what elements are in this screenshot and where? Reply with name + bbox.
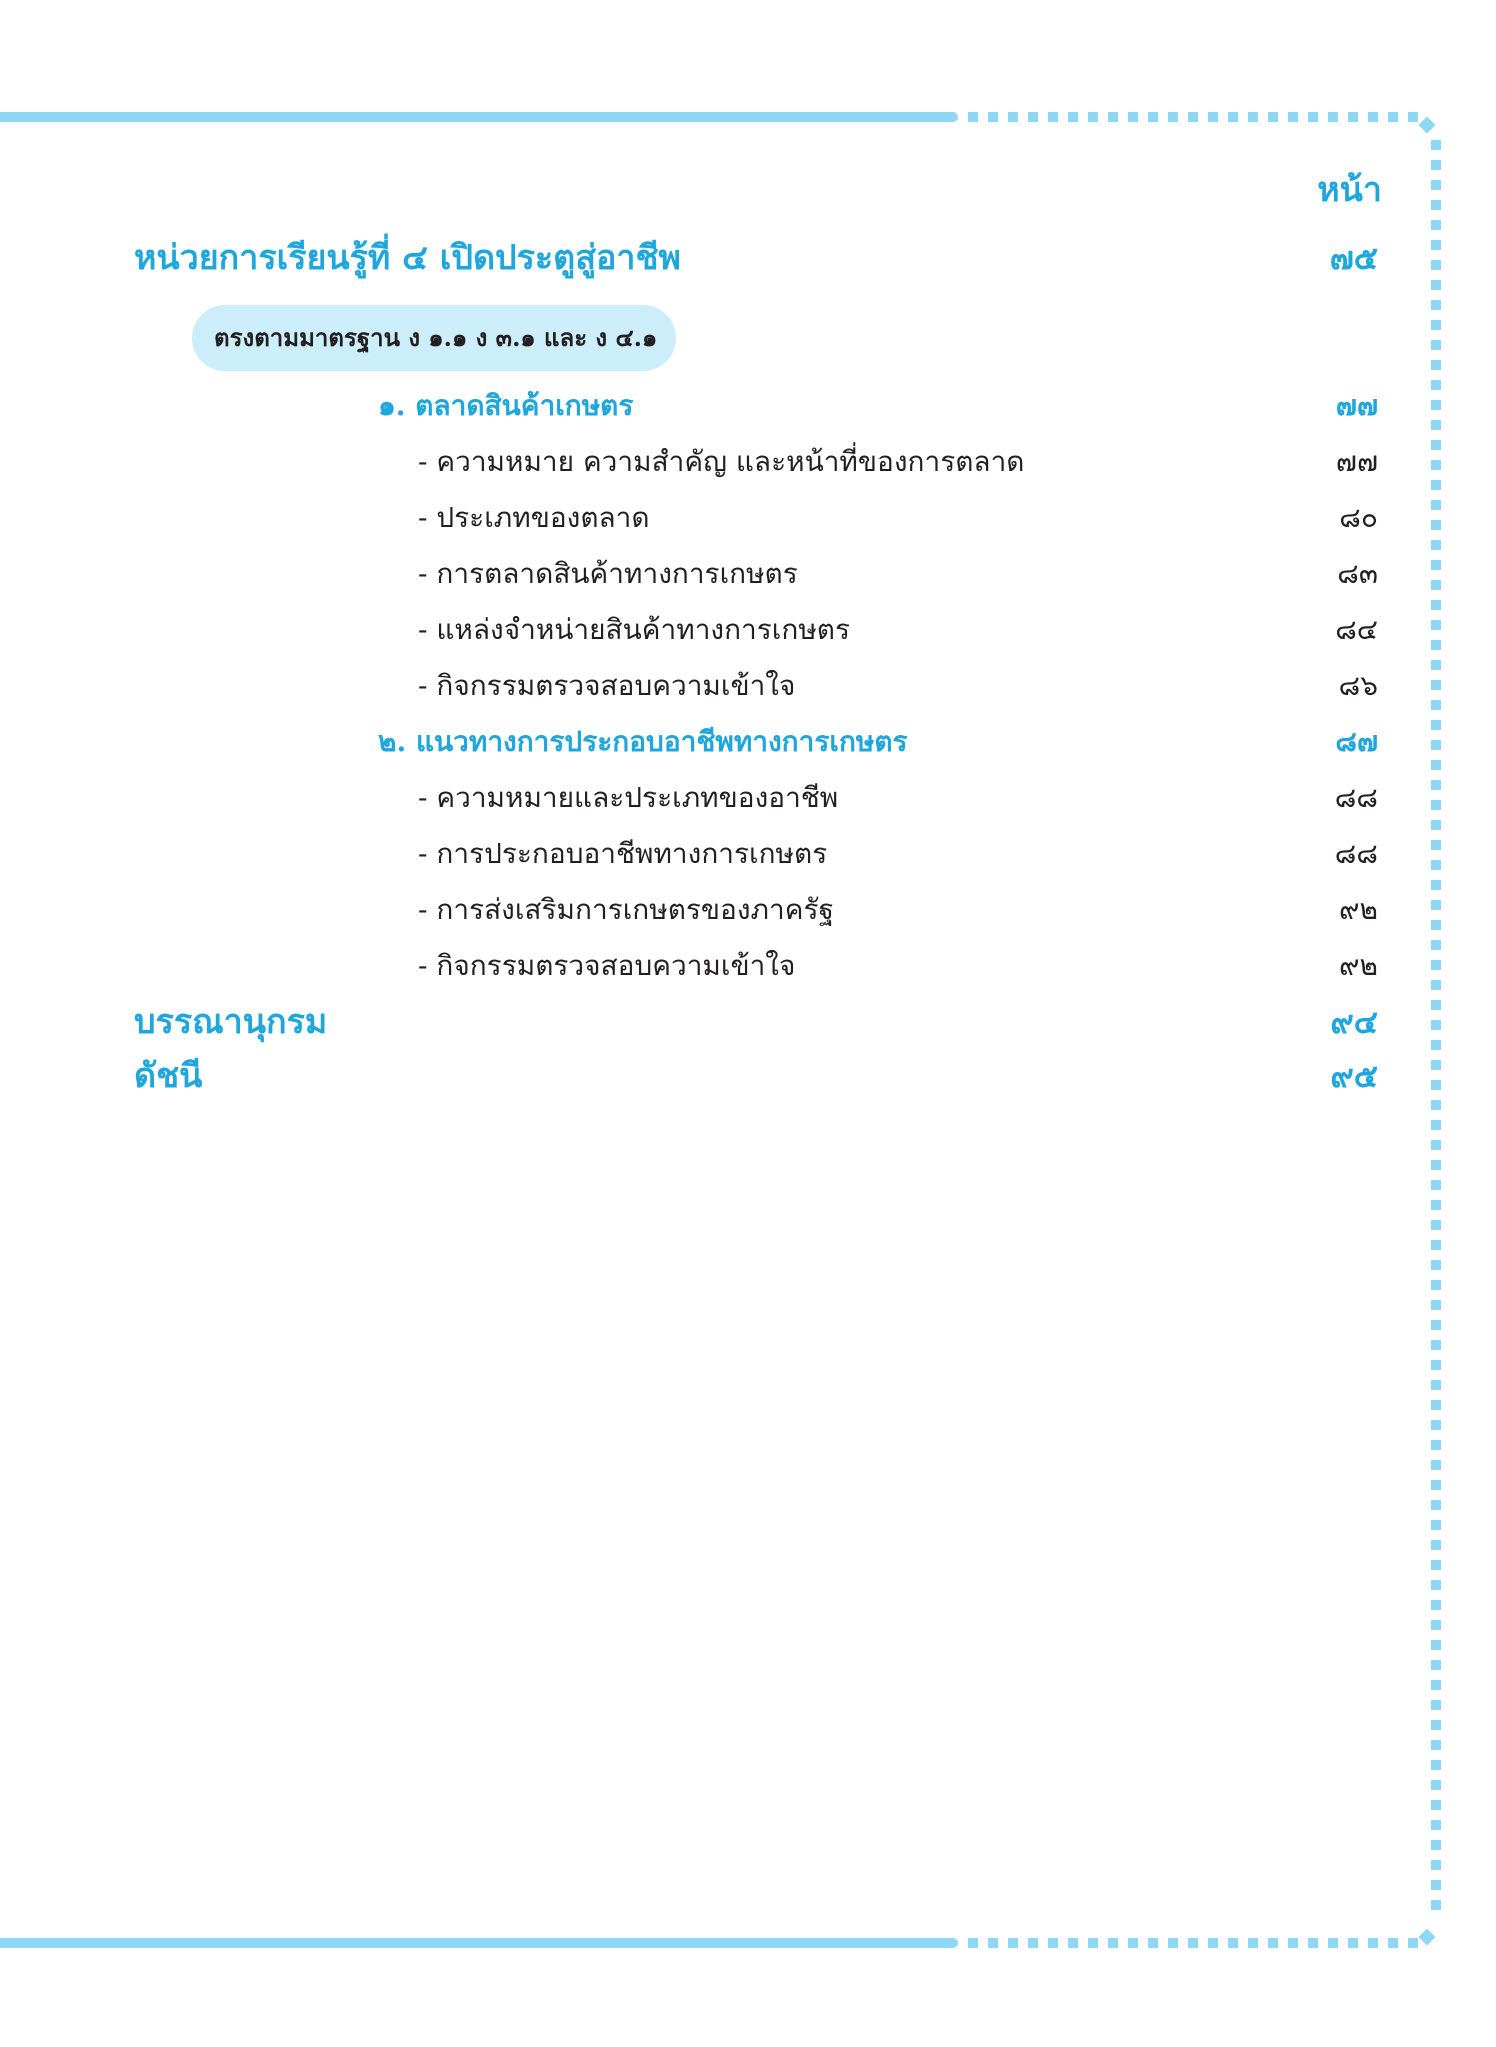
toc-item-row[interactable] xyxy=(0,546,1496,602)
toc-section-page: ๗๗ xyxy=(1335,389,1378,422)
toc-unit-page: ๗๕ xyxy=(1329,239,1378,277)
toc-item-page: ๘๘ xyxy=(1334,781,1378,814)
frame-bottom-line xyxy=(0,1938,958,1948)
toc-item-row[interactable] xyxy=(0,770,1496,826)
toc-section-row[interactable] xyxy=(0,378,1496,434)
toc-item-title: - กิจกรรมตรวจสอบความเข้าใจ xyxy=(418,669,796,702)
toc-item-page: ๘๘ xyxy=(1334,837,1378,870)
toc-item-title: - แหล่งจำหน่ายสินค้าทางการเกษตร xyxy=(418,613,851,646)
toc-item-title: - การส่งเสริมการเกษตรของภาครัฐ xyxy=(418,893,834,926)
toc-section-row[interactable] xyxy=(0,714,1496,770)
toc-item-row[interactable] xyxy=(0,602,1496,658)
frame-bottom-dotted-line xyxy=(968,1938,1420,1948)
toc-unit-row[interactable] xyxy=(0,230,1496,286)
toc-item-title: - ประเภทของตลาด xyxy=(418,501,650,534)
toc-item-title: - การตลาดสินค้าทางการเกษตร xyxy=(418,557,798,590)
toc-item-page: ๗๗ xyxy=(1335,445,1378,478)
toc-item-page: ๘๔ xyxy=(1335,613,1378,646)
page-column-header: หน้า xyxy=(1317,170,1382,210)
toc-index-row[interactable] xyxy=(0,1048,1496,1104)
toc-index-title: ดัชนี xyxy=(134,1056,203,1096)
toc-item-title: - การประกอบอาชีพทางการเกษตร xyxy=(418,837,828,870)
frame-top-line xyxy=(0,112,958,122)
toc-item-page: ๘๖ xyxy=(1338,669,1378,702)
toc-item-row[interactable] xyxy=(0,434,1496,490)
toc-item-page: ๙๒ xyxy=(1339,949,1378,982)
toc-item-page: ๘๐ xyxy=(1339,501,1378,534)
frame-corner-diamond-icon xyxy=(1419,117,1436,134)
toc-item-row[interactable] xyxy=(0,826,1496,882)
toc-bibliography-title: บรรณานุกรม xyxy=(134,1002,328,1042)
frame-top-dotted-line xyxy=(968,112,1420,122)
toc-item-page: ๘๓ xyxy=(1337,557,1378,590)
toc-bibliography-row[interactable] xyxy=(0,994,1496,1050)
toc-section-title: ๒. แนวทางการประกอบอาชีพทางการเกษตร xyxy=(378,725,908,758)
toc-index-page: ๙๕ xyxy=(1330,1057,1378,1095)
toc-item-row[interactable] xyxy=(0,490,1496,546)
toc-item-title: - กิจกรรมตรวจสอบความเข้าใจ xyxy=(418,949,796,982)
toc-item-page: ๙๒ xyxy=(1339,893,1378,926)
toc-item-title: - ความหมายและประเภทของอาชีพ xyxy=(418,781,839,814)
toc-item-row[interactable] xyxy=(0,938,1496,994)
toc-section-page: ๘๗ xyxy=(1335,725,1378,758)
frame-corner-diamond-icon xyxy=(1419,1929,1436,1946)
toc-unit-title: หน่วยการเรียนรู้ที่ ๔ เปิดประตูสู่อาชีพ xyxy=(134,238,681,278)
standards-badge: ตรงตามมาตรฐาน ง ๑.๑ ง ๓.๑ และ ง ๔.๑ xyxy=(192,305,676,371)
toc-item-row[interactable] xyxy=(0,882,1496,938)
toc-section-title: ๑. ตลาดสินค้าเกษตร xyxy=(378,389,634,422)
toc-item-row[interactable] xyxy=(0,658,1496,714)
toc-item-title: - ความหมาย ความสำคัญ และหน้าที่ของการตลาด xyxy=(418,445,1025,478)
toc-bibliography-page: ๙๔ xyxy=(1330,1003,1378,1041)
